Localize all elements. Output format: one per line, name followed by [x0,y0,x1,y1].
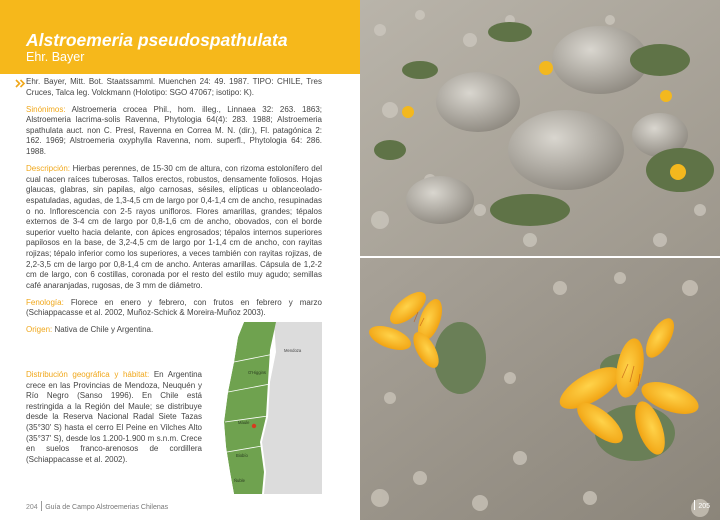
description-label: Descripción: [26,164,71,174]
phenology-label: Fenología: [26,297,64,307]
flower-closeup-photo [360,258,720,520]
origin-text: Nativa de Chile y Argentina. [54,325,154,335]
distribution-label: Distribución geográfica y hábitat: [26,370,150,379]
right-page-number: 205 [698,503,710,510]
footer-divider [41,501,43,511]
distribution-text: En Argentina crece en las Provincias de Mendoza, Neuquén y Río Negro (Sanso 1996). En Chile está restringida a la Región del Maule; se distribuye desde la Reserva Nacional Radal Siete Tazas (35°30' S) hasta el cerro El Peine en Vilches Alto (35°37' S), desde los 1.200-1.900 m s.n.m. Crece en suelos franco-arenosos de cordillera (Schiappacasse et al. 2002). [26,370,203,464]
habitat-photo [360,0,720,256]
map-label-region-d: Ñuble [234,478,245,483]
book-title: Guía de Campo Alstroemerias Chilenas [45,504,169,511]
reference-text: Ehr. Bayer, Mitt. Bot. Staatssamml. Muenchen 24: 49. 1987. TIPO: CHILE, Tres Cruces, Talca leg. Volckmann (Holotipo: SGO 47067; isotipo: K). [26,77,322,97]
left-footer [26,501,168,511]
reference-paragraph [26,77,322,98]
map-label-region-a: O'Higgins [248,370,267,375]
left-page-number: 204 [26,504,38,511]
species-title: Alstroemeria pseudospathulata [26,30,288,50]
phenology-paragraph [26,298,322,319]
phenology-text: Florece en enero y febrero, con frutos en febrero y marzo (Schiappacasse et al. 2002, Muñoz-Schick & Moreira-Muñoz 2003). [26,297,322,318]
description-text: Hierbas perennes, de 15-30 cm de altura, con rizoma estolonífero del cual nacen raíces tuberosas. Tallos erectos, robustos, densamente foliosos. Hojas glaucas, glabras, sin papilas, algo carnosas, sésiles, elípticas u oblanceolado-espatuladas, agudas, de 1,3-4,5 cm de largo por 0,4-1,4 cm de ancho, resupinadas o no. Inflorescencia con 2-5 rayos unifloros. Flores amarillas, grandes; tépalos externos de 3-4 cm de largo por 0,8-1,6 cm de ancho, obovados, con el borde superior vuelto hacia delante, con ápices engrosados; tépalos internos superiores papilosos en la base, de 3,2-4,5 cm de largo por 1-1,4 cm de ancho, con rayitas rojizas; tépalo inferior como los superiores, a veces también con rayitas rojizas, de 2,2-3,5 cm de largo por 0,8-1,4 cm de ancho. Anteras amarillas. Cápsula de 1,2-2 cm de largo, con 6 costillas, coronada por el resto del estilo muy agudo; semillas café anaranjadas, rugosas, de 3 mm de diámetro. [26,164,322,290]
distribution-paragraph [26,370,202,465]
species-author: Ehr. Bayer [26,50,85,64]
footer-divider [694,500,696,510]
map-location-marker [252,424,256,428]
synonyms-text: Alstroemeria crocea Phil., hom. illeg., Linnaea 32: 263. 1863; Alstroemeria lacrima-solis Ravenna, Phytologia 64(4): 283. 1988; Alstroemeria spathulata auct. non C. Presl, Ravenna en Correa M. N. (dir.), Fl. patagónica 2: 162. 1969; Alstroemeria oxyphylla Ravenna, nom. superfl., Phytologia 64: 286. 1988. [26,104,323,157]
distribution-map [204,322,322,494]
map-label-argentina: Mendoza [284,348,302,353]
synonyms-paragraph [26,105,322,158]
map-label-region-b: Maule [238,420,250,425]
right-footer [694,500,710,510]
synonyms-label: Sinónimos: [26,104,66,114]
right-page [360,0,720,520]
title-banner [0,0,360,74]
map-label-region-c: Biobío [236,453,248,458]
species-body [26,77,322,343]
description-paragraph [26,164,322,291]
origin-label: Origen: [26,325,53,335]
